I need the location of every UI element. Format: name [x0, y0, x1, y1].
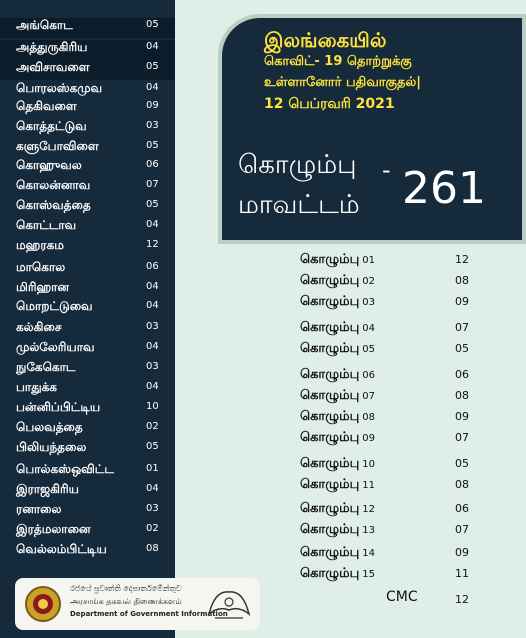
colombo-item-label: கொழும்பு — [300, 545, 360, 560]
left-list-item — [0, 502, 175, 522]
colombo-item-number: 10 — [362, 459, 375, 470]
colombo-list-item — [300, 501, 500, 521]
left-item-name: வெல்லம்பிட்டிய — [16, 542, 107, 556]
left-list-item — [0, 18, 175, 38]
left-list-item — [0, 400, 175, 420]
district-word-2: மாவட்டம் — [238, 190, 360, 220]
left-item-count: 03 — [146, 361, 159, 372]
left-item-name: முல்லேரியாவ — [16, 340, 95, 354]
colombo-item-label: கொழும்பு — [300, 320, 360, 335]
left-list-item — [0, 158, 175, 178]
colombo-item-name — [300, 320, 375, 336]
left-item-count: 04 — [146, 483, 159, 494]
left-item-count: 05 — [146, 441, 159, 452]
left-list-item — [0, 60, 175, 80]
colombo-list-item — [300, 252, 500, 272]
left-item-name: மொறட்டுவை — [16, 299, 93, 313]
left-list-item — [0, 380, 175, 400]
colombo-list-item — [300, 367, 500, 387]
left-list-item — [0, 218, 175, 238]
left-list-item — [0, 320, 175, 340]
left-item-name: கொஸ்வத்தை — [16, 198, 91, 212]
colombo-item-count: 07 — [455, 431, 469, 444]
colombo-list-item — [300, 545, 500, 565]
colombo-item-name — [300, 252, 375, 268]
left-item-name: கல்கிசை — [16, 320, 62, 334]
left-item-name: பன்னிப்பிட்டிய — [16, 400, 101, 414]
left-list-item — [0, 299, 175, 319]
left-list-item — [0, 522, 175, 542]
left-list-item — [0, 440, 175, 460]
left-list-item — [0, 462, 175, 482]
left-item-count: 09 — [146, 100, 159, 111]
cmc-label: CMC — [386, 589, 418, 605]
left-item-name: தெகிவளை — [16, 99, 77, 113]
left-item-name: பொல்கஸ்ஒவிட்ட — [16, 462, 114, 476]
colombo-item-label: கொழும்பு — [300, 388, 360, 403]
colombo-item-label: கொழும்பு — [300, 252, 360, 267]
colombo-item-count: 08 — [455, 389, 469, 402]
colombo-item-number: 07 — [362, 391, 375, 402]
left-item-name: இராஜகிரிய — [16, 482, 79, 496]
colombo-item-number: 06 — [362, 370, 375, 381]
colombo-list-item — [300, 477, 500, 497]
colombo-list-item — [300, 409, 500, 429]
left-item-count: 04 — [146, 219, 159, 230]
left-item-count: 03 — [146, 321, 159, 332]
left-item-name: பாதுக்க — [16, 380, 57, 394]
colombo-list-item — [300, 430, 500, 450]
left-list-item — [0, 99, 175, 119]
colombo-list-item — [300, 341, 500, 361]
left-item-count: 12 — [146, 239, 159, 250]
left-item-name: அத்துருகிரிய — [16, 40, 88, 54]
left-item-count: 04 — [146, 82, 159, 93]
left-item-count: 02 — [146, 523, 159, 534]
colombo-item-label: கொழும்பு — [300, 341, 360, 356]
footer-english: Department of Government Information — [70, 610, 228, 618]
left-item-count: 04 — [146, 381, 159, 392]
colombo-item-name — [300, 388, 375, 404]
colombo-item-label: கொழும்பு — [300, 477, 360, 492]
left-item-count: 02 — [146, 421, 159, 432]
colombo-item-label: கொழும்பு — [300, 409, 360, 424]
left-list-item — [0, 238, 175, 258]
colombo-list-item — [300, 273, 500, 293]
colombo-item-count: 07 — [455, 523, 469, 536]
colombo-item-number: 11 — [362, 480, 375, 491]
left-item-name: மஹரகம — [16, 238, 64, 252]
colombo-item-number: 05 — [362, 344, 375, 355]
colombo-item-label: கொழும்பு — [300, 430, 360, 445]
footer-tamil: அரசாங்க தகவல் திணைக்களம் — [70, 597, 182, 606]
colombo-item-name — [300, 273, 375, 289]
colombo-list-item — [300, 456, 500, 476]
left-item-count: 05 — [146, 19, 159, 30]
colombo-item-number: 08 — [362, 412, 375, 423]
colombo-item-number: 02 — [362, 276, 375, 287]
district-word-1: கொழும்பு — [238, 150, 357, 180]
colombo-item-name — [300, 545, 375, 561]
colombo-item-name — [300, 456, 375, 472]
left-item-name: கொத்தட்டுவ — [16, 119, 87, 133]
left-item-count: 03 — [146, 120, 159, 131]
left-item-count: 04 — [146, 341, 159, 352]
colombo-item-count: 09 — [455, 410, 469, 423]
colombo-item-name — [300, 294, 375, 310]
left-item-count: 04 — [146, 300, 159, 311]
left-item-name: பொரலஸ்கமுவ — [16, 81, 103, 95]
colombo-item-count: 05 — [455, 342, 469, 355]
district-dash: - — [382, 156, 391, 184]
colombo-list-item — [300, 388, 500, 408]
left-list-item — [0, 260, 175, 280]
left-list-item — [0, 482, 175, 502]
left-item-name: மிரிஹான — [16, 280, 70, 294]
colombo-item-count: 08 — [455, 478, 469, 491]
colombo-item-label: கொழும்பு — [300, 367, 360, 382]
colombo-item-label: கொழும்பு — [300, 273, 360, 288]
left-list-item — [0, 340, 175, 360]
header-title: இலங்கையில் — [264, 28, 387, 52]
left-list-item — [0, 119, 175, 139]
left-item-name: மாகொல — [16, 260, 66, 274]
colombo-item-number: 03 — [362, 297, 375, 308]
header-date: 12 பெப்ரவரி 2021 — [264, 96, 395, 112]
left-item-count: 07 — [146, 179, 159, 190]
colombo-list-item — [300, 320, 500, 340]
left-list-item — [0, 420, 175, 440]
colombo-item-number: 01 — [362, 255, 375, 266]
left-item-name: நுகேகொட — [16, 360, 76, 374]
left-list-item — [0, 40, 175, 60]
left-list-item — [0, 178, 175, 198]
left-item-name: ரனாலை — [16, 502, 62, 516]
colombo-item-number: 13 — [362, 525, 375, 536]
colombo-item-label: கொழும்பு — [300, 522, 360, 537]
left-item-count: 05 — [146, 199, 159, 210]
left-item-count: 06 — [146, 261, 159, 272]
left-item-count: 05 — [146, 61, 159, 72]
colombo-item-name — [300, 522, 375, 538]
header-line-2: கொவிட்- 19 தொற்றுக்கு — [264, 54, 412, 69]
colombo-item-number: 09 — [362, 433, 375, 444]
colombo-item-label: கொழும்பு — [300, 456, 360, 471]
left-item-name: கொட்டாவ — [16, 218, 77, 232]
colombo-item-label: கொழும்பு — [300, 294, 360, 309]
colombo-item-label: கொழும்பு — [300, 566, 360, 581]
colombo-item-count: 09 — [455, 546, 469, 559]
colombo-item-number: 14 — [362, 548, 375, 559]
left-item-count: 05 — [146, 140, 159, 151]
left-list-item — [0, 198, 175, 218]
colombo-item-name — [300, 566, 375, 582]
colombo-item-count: 09 — [455, 295, 469, 308]
emblem-icon — [24, 584, 62, 624]
left-item-name: கொலன்னாவ — [16, 178, 91, 192]
left-item-name: அவிசாவளை — [16, 60, 90, 74]
left-item-count: 10 — [146, 401, 159, 412]
colombo-item-count: 05 — [455, 457, 469, 470]
colombo-list-item — [300, 522, 500, 542]
left-item-count: 06 — [146, 159, 159, 170]
district-total: 261 — [402, 163, 486, 214]
cmc-count: 12 — [455, 593, 469, 606]
left-list-item — [0, 542, 175, 562]
colombo-item-count: 06 — [455, 368, 469, 381]
left-item-name: கொஹுவல — [16, 158, 82, 172]
left-item-count: 08 — [146, 543, 159, 554]
left-item-name: களுபோவிளை — [16, 139, 99, 153]
colombo-item-name — [300, 367, 375, 383]
left-list-item — [0, 81, 175, 101]
left-list-item — [0, 360, 175, 380]
colombo-item-name — [300, 409, 375, 425]
header-line-3: உள்ளானோர் பதிவாகுதல்| — [264, 75, 422, 90]
colombo-item-name — [300, 477, 375, 493]
left-item-name: அங்கொட — [16, 18, 73, 32]
colombo-item-count: 08 — [455, 274, 469, 287]
left-item-count: 01 — [146, 463, 159, 474]
left-item-name: இரத்மலானை — [16, 522, 91, 536]
left-item-name: பிலியந்தலை — [16, 440, 87, 454]
colombo-item-number: 04 — [362, 323, 375, 334]
colombo-item-count: 07 — [455, 321, 469, 334]
left-item-count: 03 — [146, 503, 159, 514]
colombo-list-item — [300, 294, 500, 314]
colombo-item-name — [300, 430, 375, 446]
left-item-count: 04 — [146, 41, 159, 52]
colombo-item-count: 12 — [455, 253, 469, 266]
colombo-item-number: 15 — [362, 569, 375, 580]
left-item-count: 04 — [146, 281, 159, 292]
colombo-item-name — [300, 501, 375, 517]
left-item-name: பெலவத்தை — [16, 420, 83, 434]
left-list-item — [0, 139, 175, 159]
colombo-item-number: 12 — [362, 504, 375, 515]
footer-sinhala: රජයේ ප්‍රවෘත්ති දෙපාර්තමේන්තුව — [70, 584, 182, 593]
colombo-item-count: 11 — [455, 567, 469, 580]
colombo-item-count: 06 — [455, 502, 469, 515]
colombo-list-item — [300, 566, 500, 586]
colombo-item-label: கொழும்பு — [300, 501, 360, 516]
colombo-item-name — [300, 341, 375, 357]
left-list-item — [0, 280, 175, 300]
department-logo-icon — [205, 584, 253, 624]
